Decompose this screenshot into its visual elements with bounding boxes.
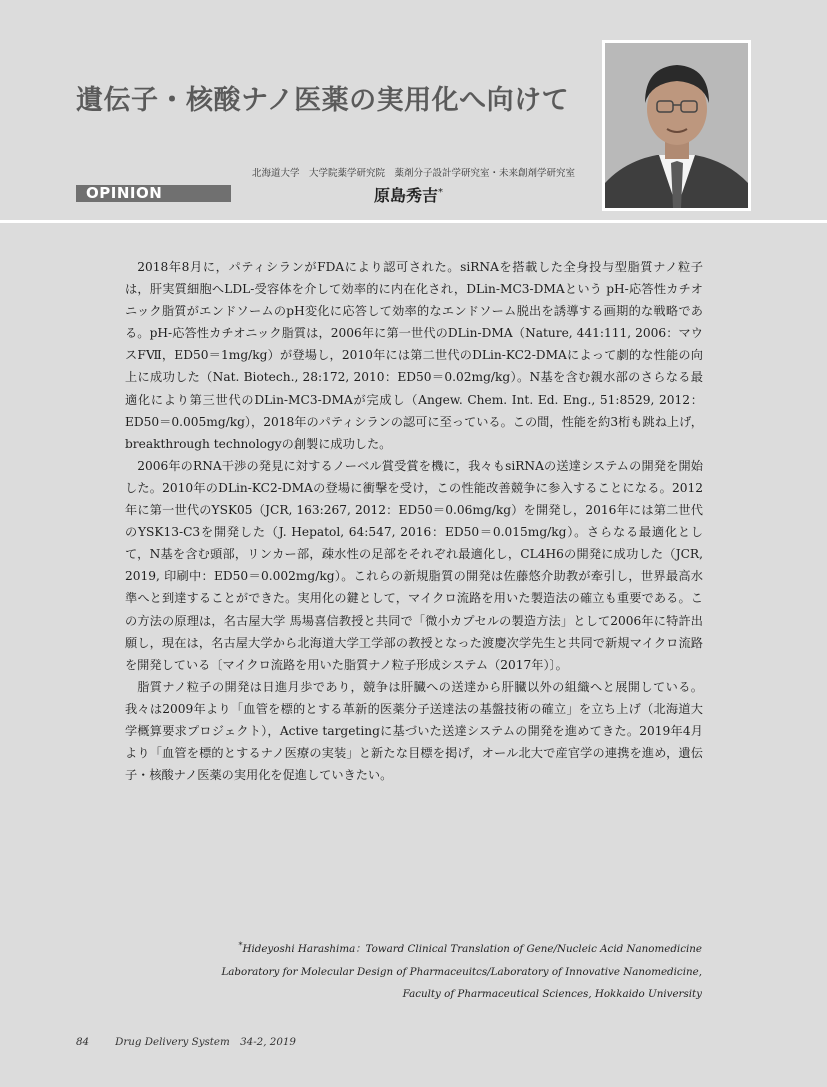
footnote-line-2: Laboratory for Molecular Design of Pharmaceuitcs/Laboratory of Innovative Nanomedicine, (221, 965, 702, 978)
body-paragraph-2: 2006年のRNA干渉の発見に対するノーベル賞受賞を機に，我々もsiRNAの送達システムの開発を開始した。2010年のDLin-KC2-DMAの登場に衝撃を受け，この性能改善競争に参入することになる。2012年に第一世代のYSK05（JCR, 163:267, 2012：ED50＝0.06mg/kg）を開発し，2016年には第二世代のYSK13-C3を開発した（J. Hepatol, 64:547, 2016：ED50＝0.015mg/kg）。さらなる最適化として，N基を含む頭部，リンカー部，疎水性の足部をそれぞれ最適化し，CL4H6の開発に成功した（JCR, 2019, 印刷中：ED50＝0.002mg/kg）。これらの新規脂質の開発は佐藤悠介助教が牽引し，世界最高水準へと到達することができた。実用化の鍵として，マイクロ流路を用いた製造法の確立も重要である。この方法の原理は，名古屋大学 馬場喜信教授と共同で「微小カプセルの製造方法」として2006年に特許出願し，現在は，名古屋大学から北海道大学工学部の教授となった渡慶次学先生と共同で新規マイクロ流路を開発している〔マイクロ流路を用いた脂質ナノ粒子形成システム（2017年）〕。 (125, 458, 703, 672)
article-body (125, 256, 703, 786)
author-name-text: 原島秀吉 (374, 186, 439, 205)
author-name (374, 183, 443, 206)
page-footer (76, 1033, 296, 1048)
affiliation: 北海道大学 大学院薬学研究院 薬剤分子設計学研究室・未来創剤学研究室 (251, 168, 575, 179)
body-paragraph-1: 2018年8月に，パティシランがFDAにより認可された。siRNAを搭載した全身投与型脂質ナノ粒子は，肝実質細胞へLDL-受容体を介して効率的に内在化され，DLin-MC3-DMAという pH-応答性カチオニック脂質がエンドソームのpH変化に応答して効率的なエンドソーム脱出を誘導する画期的な戦略である。pH-応答性カチオニック脂質は，2006年に第一世代のDLin-DMA（Nature, 441:111, 2006：マウスFⅦ，ED50＝1mg/kg）が登場し，2010年には第二世代のDLin-KC2-DMAによって劇的な性能の向上に成功した（Nat. Biotech., 28:172, 2010：ED50＝0.02mg/kg）。N基を含む親水部のさらなる最適化により第三世代のDLin-MC3-DMAが完成し（Angew. Chem. Int. Ed. Eng., 51:8529, 2012：ED50＝0.005mg/kg），2018年のパティシランの認可に至っている。この間，性能を約3桁も跳ね上げ，breakthrough technologyの創製に成功した。 (125, 260, 703, 451)
section-label: OPINION (86, 184, 163, 202)
section-label-bar (76, 185, 231, 202)
footnote (221, 935, 702, 1006)
body-paragraph-3: 脂質ナノ粒子の開発は日進月歩であり，競争は肝臓への送達から肝臓以外の組織へと展開している。我々は2009年より「血管を標的とする革新的医薬分子送達法の基盤技術の確立」を立ち上げ（北海道大学概算要求プロジェクト），Active targetingに基づいた送達システムの開発を進めてきた。2019年4月より「血管を標的とするナノ医療の実装」と新たな目標を掲げ，オール北大で産官学の連携を進め，遺伝子・核酸ナノ医薬の実用化を促進していきたい。 (125, 679, 703, 783)
portrait-image (605, 43, 748, 208)
article-title: 遺伝子・核酸ナノ医薬の実用化へ向けて (76, 85, 570, 116)
author-photo (602, 40, 751, 211)
footnote-line-3: Faculty of Pharmaceutical Sciences, Hokkaido University (402, 988, 702, 1000)
author-footnote-mark: * (438, 187, 444, 198)
journal-citation: Drug Delivery System 34-2, 2019 (115, 1036, 296, 1048)
footnote-mark: * (238, 941, 243, 950)
footnote-line-1 (221, 935, 702, 961)
header-divider (0, 220, 827, 223)
footnote-line-1-text: Hideyoshi Harashima：Toward Clinical Translation of Gene/Nucleic Acid Nanomedicine (242, 943, 702, 955)
page-number: 84 (76, 1036, 90, 1048)
